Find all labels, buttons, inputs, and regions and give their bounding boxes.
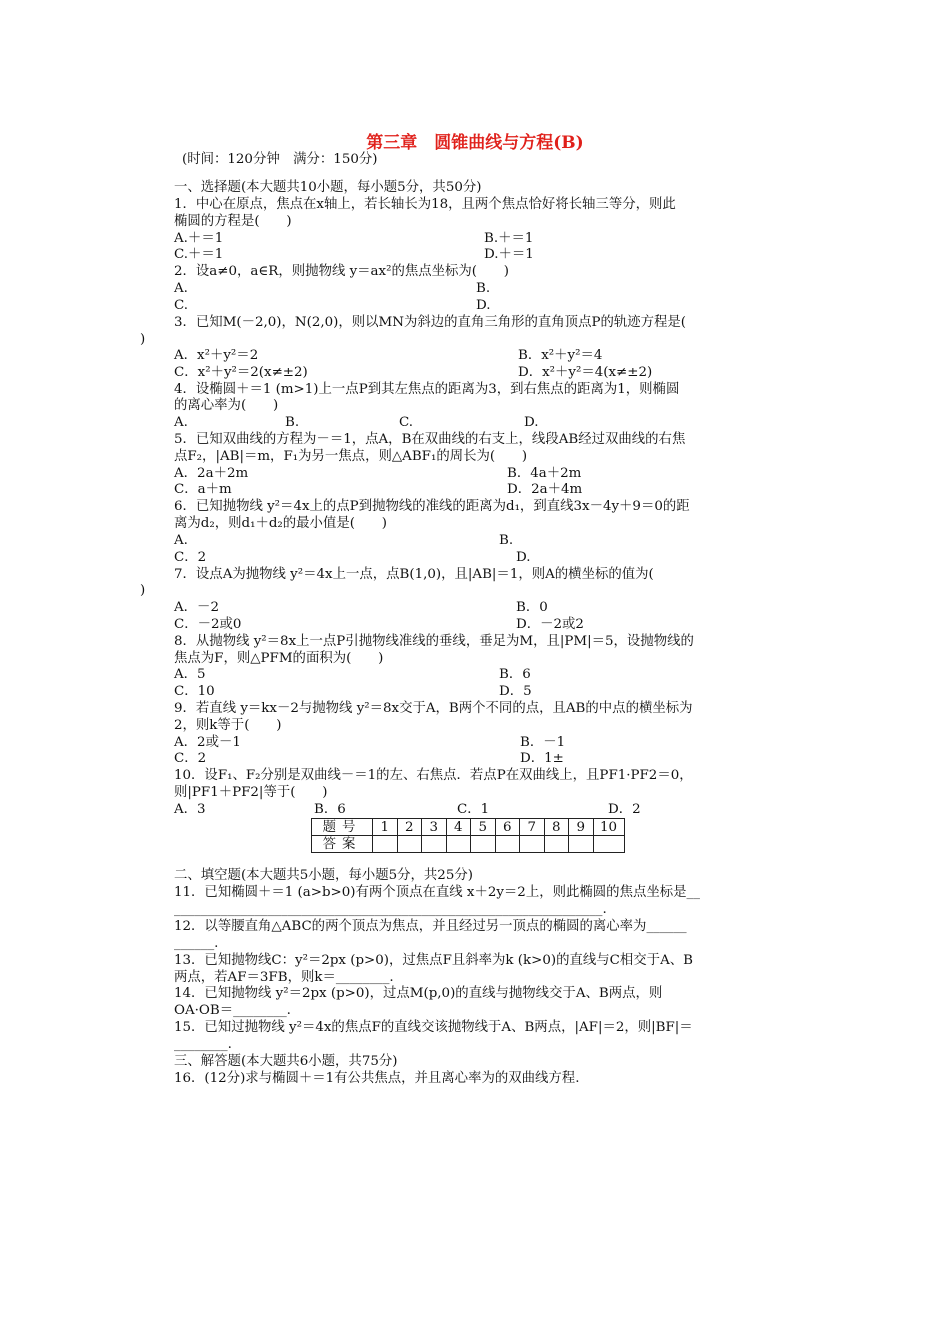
q9-option-b: B．－1	[520, 735, 566, 750]
answer-table-number: 1	[373, 819, 398, 836]
q7-option-a: A．－2	[174, 600, 219, 615]
question-11-cont: ________________________________________________________________.	[174, 902, 607, 917]
answer-table-number: 3	[422, 819, 447, 836]
section-heading-choice: 一、选择题(本大题共10小题，每小题5分，共50分)	[174, 180, 482, 195]
question-15-cont: ________.	[174, 1037, 232, 1052]
question-13-cont: 两点，若AF＝3FB，则k＝________.	[174, 970, 394, 985]
answer-cell	[373, 836, 398, 853]
q4-option-d: D.	[524, 415, 539, 430]
q10-option-d: D．2	[608, 802, 641, 817]
answer-table-number: 8	[544, 819, 569, 836]
q10-option-a: A．3	[174, 802, 206, 817]
q8-option-d: D．5	[499, 684, 532, 699]
question-7: 7．设点A为抛物线 y²＝4x上一点，点B(1,0)，且|AB|＝1，则A的横坐标的值为(	[174, 567, 654, 582]
answer-cell	[397, 836, 422, 853]
q4-option-a: A.	[174, 415, 188, 430]
answer-table-label: 答案	[312, 836, 373, 853]
answer-table-answer-row	[312, 836, 625, 853]
question-9: 9．若直线 y＝kx－2与抛物线 y²＝8x交于A，B两个不同的点，且AB的中点的横坐标为	[174, 701, 693, 716]
answer-cell	[495, 836, 520, 853]
q9-option-d: D．1±	[520, 751, 564, 766]
answer-table-number: 10	[593, 819, 624, 836]
q1-option-a: A.＋＝1	[174, 231, 224, 246]
question-7-cont: )	[140, 583, 146, 598]
q6-option-c: C．2	[174, 550, 207, 565]
question-13: 13．已知抛物线C：y²＝2px (p>0)，过焦点F且斜率为k (k>0)的直线与C相交于A、B	[174, 953, 693, 968]
question-5-cont: 点F₂，|AB|＝m，F₁为另一焦点，则△ABF₁的周长为( )	[174, 449, 528, 464]
q10-option-c: C．1	[457, 802, 490, 817]
q2-option-b: B.	[476, 281, 491, 296]
answer-cell	[471, 836, 496, 853]
q8-option-c: C．10	[174, 684, 215, 699]
question-16: 16．(12分)求与椭圆＋＝1有公共焦点，并且离心率为的双曲线方程.	[174, 1071, 580, 1086]
q7-option-c: C．－2或0	[174, 617, 242, 632]
q2-option-d: D.	[476, 298, 491, 313]
answer-table-number: 9	[569, 819, 594, 836]
q9-option-c: C．2	[174, 751, 207, 766]
answer-table-number: 5	[471, 819, 496, 836]
question-8: 8．从抛物线 y²＝8x上一点P引抛物线准线的垂线，垂足为M，且|PM|＝5，设抛物线的	[174, 634, 694, 649]
question-15: 15．已知过抛物线 y²＝4x的焦点F的直线交该抛物线于A、B两点，|AF|＝2，则|BF|＝	[174, 1020, 693, 1035]
question-10: 10．设F₁、F₂分别是双曲线－＝1的左、右焦点．若点P在双曲线上，且PF1·PF2＝0，	[174, 768, 693, 783]
q3-option-c: C．x²＋y²＝2(x≠±2)	[174, 365, 308, 380]
q4-option-b: B.	[285, 415, 300, 430]
question-1: 1．中心在原点，焦点在x轴上，若长轴长为18，且两个焦点恰好将长轴三等分，则此	[174, 197, 676, 212]
question-12-cont: ______.	[174, 936, 219, 951]
question-4: 4．设椭圆＋＝1 (m>1)上一点P到其左焦点的距离为3，到右焦点的距离为1，则椭圆	[174, 382, 680, 397]
question-14: 14．已知抛物线 y²＝2px (p>0)，过点M(p,0)的直线与抛物线交于A、B两点，则	[174, 986, 663, 1001]
q3-option-d: D．x²＋y²＝4(x≠±2)	[518, 365, 653, 380]
question-12: 12．以等腰直角△ABC的两个顶点为焦点，并且经过另一顶点的椭圆的离心率为______	[174, 919, 687, 934]
page-title: 第三章 圆锥曲线与方程(B)	[366, 133, 584, 153]
q8-option-b: B．6	[499, 667, 531, 682]
q3-option-b: B．x²＋y²＝4	[518, 348, 603, 363]
question-6: 6．已知抛物线 y²＝4x上的点P到抛物线的准线的距离为d₁，到直线3x－4y＋9＝0的距	[174, 499, 690, 514]
answer-table-number: 7	[520, 819, 545, 836]
q5-option-b: B．4a＋2m	[507, 466, 582, 481]
q7-option-b: B．0	[516, 600, 548, 615]
q4-option-c: C.	[399, 415, 414, 430]
question-11: 11．已知椭圆＋＝1 (a>b>0)有两个顶点在直线 x＋2y＝2上，则此椭圆的焦点坐标是__	[174, 885, 700, 900]
exam-info: (时间：120分钟 满分：150分)	[182, 152, 378, 167]
answer-table-number: 6	[495, 819, 520, 836]
question-3-cont: )	[140, 332, 146, 347]
question-2: 2．设a≠0，a∈R，则抛物线 y＝ax²的焦点坐标为( )	[174, 264, 510, 279]
q2-option-a: A.	[174, 281, 188, 296]
question-1-cont: 椭圆的方程是( )	[174, 214, 292, 229]
section-heading-fill: 二、填空题(本大题共5小题，每小题5分，共25分)	[174, 868, 473, 883]
question-4-cont: 的离心率为( )	[174, 398, 279, 413]
q2-option-c: C.	[174, 298, 189, 313]
answer-cell	[446, 836, 471, 853]
answer-cell	[422, 836, 447, 853]
section-heading-solve: 三、解答题(本大题共6小题，共75分)	[174, 1054, 398, 1069]
q6-option-d: D.	[516, 550, 531, 565]
answer-cell	[593, 836, 624, 853]
answer-cell	[569, 836, 594, 853]
q5-option-c: C．a＋m	[174, 482, 232, 497]
q6-option-a: A.	[174, 533, 188, 548]
q6-option-b: B.	[499, 533, 514, 548]
q9-option-a: A．2或－1	[174, 735, 241, 750]
question-3: 3．已知M(－2,0)，N(2,0)，则以MN为斜边的直角三角形的直角顶点P的轨迹方程是(	[174, 315, 687, 330]
question-14-cont: OA·OB＝________.	[174, 1003, 291, 1018]
q7-option-d: D．－2或2	[516, 617, 584, 632]
answer-table-header-row	[312, 819, 625, 836]
answer-cell	[520, 836, 545, 853]
question-9-cont: 2，则k等于( )	[174, 718, 282, 733]
answer-table-number: 4	[446, 819, 471, 836]
q5-option-d: D．2a＋4m	[507, 482, 583, 497]
answer-table-number: 2	[397, 819, 422, 836]
q10-option-b: B．6	[314, 802, 346, 817]
answer-cell	[544, 836, 569, 853]
answer-table-label: 题号	[312, 819, 373, 836]
question-5: 5．已知双曲线的方程为－＝1，点A，B在双曲线的右支上，线段AB经过双曲线的右焦	[174, 432, 686, 447]
q1-option-c: C.＋＝1	[174, 247, 224, 262]
q3-option-a: A．x²＋y²＝2	[174, 348, 259, 363]
q1-option-b: B.＋＝1	[484, 231, 534, 246]
answer-table	[311, 818, 625, 853]
question-8-cont: 焦点为F，则△PFM的面积为( )	[174, 651, 384, 666]
question-6-cont: 离为d₂，则d₁＋d₂的最小值是( )	[174, 516, 387, 531]
question-10-cont: 则|PF1＋PF2|等于( )	[174, 785, 328, 800]
q8-option-a: A．5	[174, 667, 206, 682]
q1-option-d: D.＋＝1	[484, 247, 534, 262]
q5-option-a: A．2a＋2m	[174, 466, 249, 481]
